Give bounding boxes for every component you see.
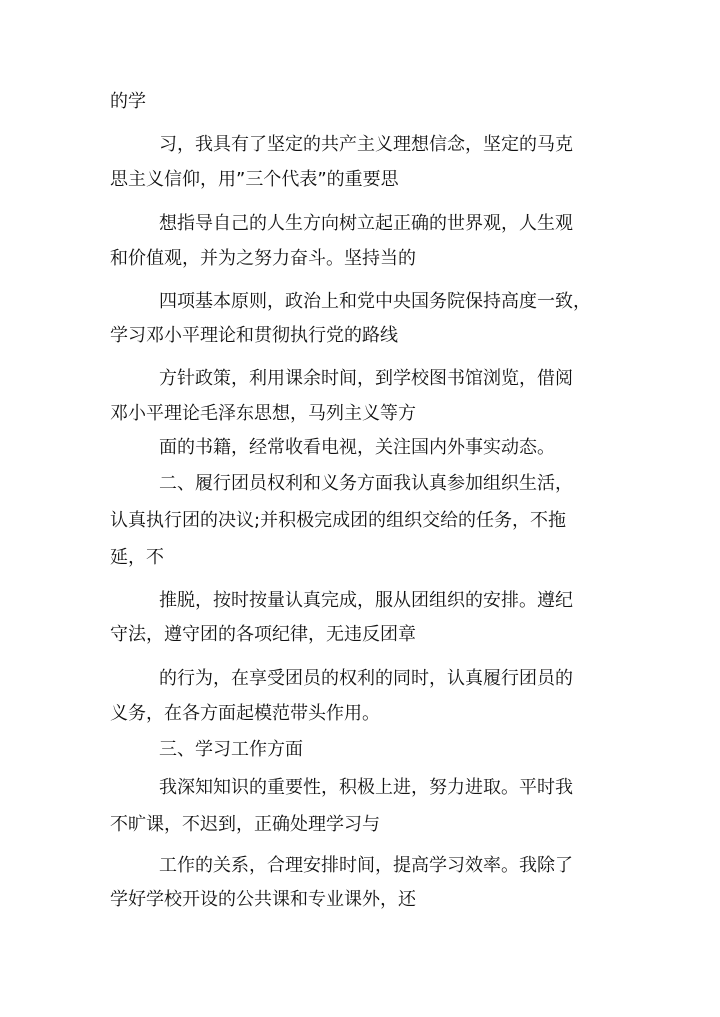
text-line: 四项基本原则，政治上和党中央国务院保持高度一致， <box>159 291 591 312</box>
text-line: 不旷课，不迟到，正确处理学习与 <box>110 814 380 835</box>
text-line: 思主义信仰，用”三个代表”的重要思 <box>110 169 399 190</box>
text-line: 守法，遵守团的各项纪律，无违反团章 <box>110 624 416 645</box>
text-line: 学好学校开设的公共课和专业课外，还 <box>110 889 416 910</box>
text-line: 习，我具有了坚定的共产主义理想信念，坚定的马克 <box>159 134 573 155</box>
text-line: 方针政策，利用课余时间，到学校图书馆浏览，借阅 <box>159 368 573 389</box>
text-line: 的学 <box>110 91 146 112</box>
text-line: 推脱，按时按量认真完成，服从团组织的安排。遵纪 <box>159 590 573 611</box>
text-line: 学习邓小平理论和贯彻执行党的路线 <box>110 325 398 346</box>
text-line: 我深知知识的重要性，积极上进，努力进取。平时我 <box>159 777 573 798</box>
text-line: 义务，在各方面起模范带头作用。 <box>110 703 380 724</box>
text-line: 认真执行团的决议;并积极完成团的组织交给的任务，不拖 <box>110 510 567 531</box>
text-line: 想指导自己的人生方向树立起正确的世界观，人生观 <box>159 213 573 234</box>
text-line: 工作的关系，合理安排时间，提高学习效率。我除了 <box>159 855 573 876</box>
text-line: 延，不 <box>110 547 164 568</box>
text-line: 邓小平理论毛泽东思想，马列主义等方 <box>110 403 416 424</box>
text-line: 的行为，在享受团员的权利的同时，认真履行团员的 <box>159 668 573 689</box>
text-line: 面的书籍，经常收看电视，关注国内外事实动态。 <box>159 437 555 458</box>
text-line: 三、学习工作方面 <box>159 739 303 760</box>
text-line: 和价值观，并为之努力奋斗。坚持当的 <box>110 248 416 269</box>
text-line: 二、履行团员权利和义务方面我认真参加组织生活， <box>159 473 573 494</box>
